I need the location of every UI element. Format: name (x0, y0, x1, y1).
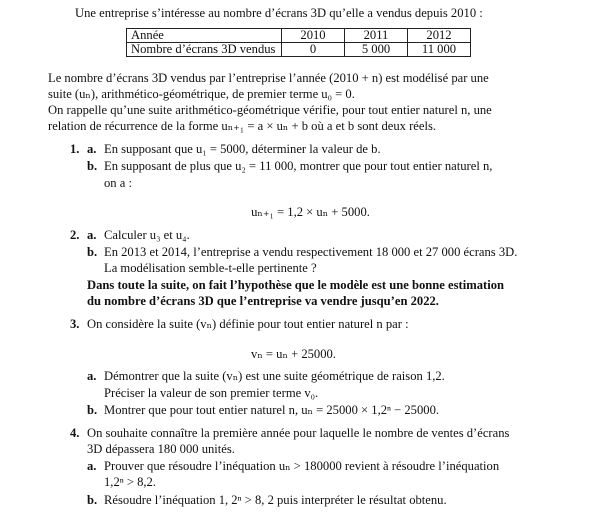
question-number: 4. (70, 426, 80, 440)
table-cell: 2011 (345, 29, 408, 43)
question-text: Calculer u₃ et u₄. (104, 228, 190, 242)
subquestion-label: a. (87, 369, 97, 383)
model-line: Le nombre d’écrans 3D vendus par l’entreprise l’année (2010 + n) est modélisé par une (48, 71, 489, 85)
subquestion-label: b. (87, 493, 98, 507)
hypothesis-text: Dans toute la suite, on fait l’hypothèse que le modèle est une bonne estimation (87, 278, 504, 292)
table-cell: 2012 (408, 29, 471, 43)
question-text: 3D dépassera 180 000 unités. (87, 442, 235, 456)
table-cell: 0 (282, 43, 345, 57)
question-text: Montrer que pour tout entier naturel n, uₙ = 25000 × 1,2ⁿ − 25000. (104, 403, 440, 417)
table-cell: Année (127, 29, 282, 43)
table-cell: Nombre d’écrans 3D vendus (127, 43, 282, 57)
formula: uₙ₊₁ = 1,2 × uₙ + 5000. (251, 205, 370, 219)
subquestion-label: a. (87, 142, 97, 156)
question-text: on a : (104, 176, 132, 190)
model-line: On rappelle qu’une suite arithmético-géométrique vérifie, pour tout entier naturel n, une (48, 103, 492, 117)
table-row (127, 29, 471, 43)
subquestion-label: b. (87, 159, 98, 173)
question-number: 1. (70, 142, 80, 156)
subquestion-label: b. (87, 403, 98, 417)
sales-table (126, 28, 471, 57)
question-text: En supposant que u₁ = 5000, déterminer la valeur de b. (104, 142, 381, 156)
table-cell: 2010 (282, 29, 345, 43)
question-text: Démontrer que la suite (vₙ) est une suite géométrique de raison 1,2. (104, 369, 445, 383)
question-number: 3. (70, 317, 80, 331)
intro-text: Une entreprise s’intéresse au nombre d’écrans 3D qu’elle a vendus depuis 2010 : (75, 6, 483, 20)
question-text: 1,2ⁿ > 8,2. (104, 475, 156, 489)
question-text: Résoudre l’inéquation 1, 2ⁿ > 8, 2 puis interpréter le résultat obtenu. (104, 493, 447, 507)
formula: vₙ = uₙ + 25000. (251, 347, 336, 361)
subquestion-label: a. (87, 228, 97, 242)
question-text: On considère la suite (vₙ) définie pour tout entier naturel n par : (87, 317, 409, 331)
subquestion-label: a. (87, 459, 97, 473)
model-line: relation de récurrence de la forme uₙ₊₁ = a × uₙ + b où a et b sont deux réels. (48, 119, 437, 133)
question-text: En supposant de plus que u₂ = 11 000, montrer que pour tout entier naturel n, (104, 159, 493, 173)
model-line: suite (uₙ), arithmético-géométrique, de premier terme u₀ = 0. (48, 87, 355, 101)
subquestion-label: b. (87, 245, 98, 259)
question-number: 2. (70, 228, 80, 242)
table-cell: 11 000 (408, 43, 471, 57)
question-text: La modélisation semble-t-elle pertinente ? (104, 261, 317, 275)
table-cell: 5 000 (345, 43, 408, 57)
question-text: On souhaite connaître la première année pour laquelle le nombre de ventes d’écrans (87, 426, 510, 440)
question-text: Préciser la valeur de son premier terme v₀. (104, 386, 319, 400)
question-text: En 2013 et 2014, l’entreprise a vendu respectivement 18 000 et 27 000 écrans 3D. (104, 245, 518, 259)
question-text: Prouver que résoudre l’inéquation uₙ > 180000 revient à résoudre l’inéquation (104, 459, 500, 473)
hypothesis-text: du nombre d’écrans 3D que l’entreprise va vendre jusqu’en 2022. (87, 294, 439, 308)
table-row (127, 43, 471, 57)
